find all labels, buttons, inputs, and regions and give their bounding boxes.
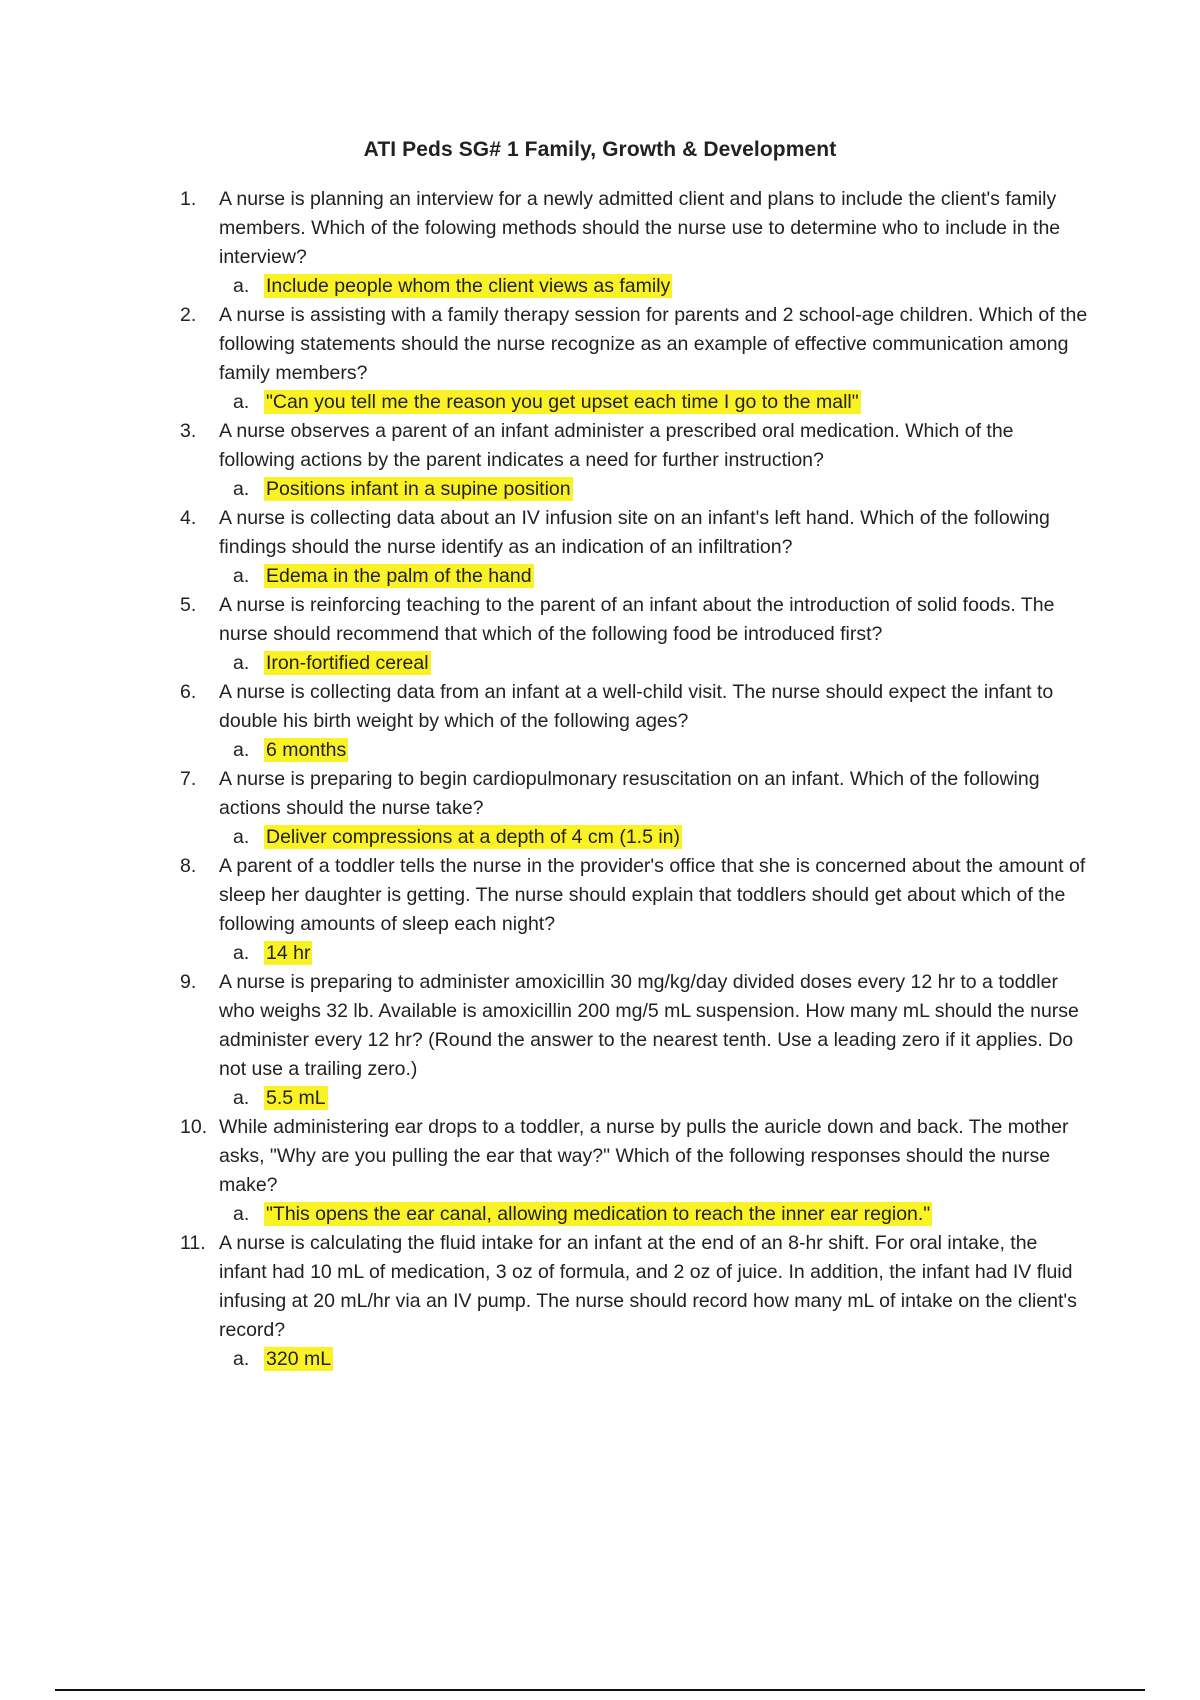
highlighted-answer: 320 mL — [266, 1348, 332, 1370]
question-item — [0, 591, 1200, 678]
answer-letter: a. — [233, 652, 250, 674]
question-item — [0, 1113, 1200, 1229]
answer-line — [189, 475, 1088, 504]
question-number: 1. — [180, 188, 197, 210]
question-number: 9. — [180, 971, 197, 993]
highlighted-answer: "This opens the ear canal, allowing medication to reach the inner ear region." — [266, 1203, 931, 1225]
answer-letter: a. — [233, 391, 250, 413]
question-number: 5. — [180, 594, 197, 616]
answer-letter: a. — [233, 942, 250, 964]
question-number: 4. — [180, 507, 197, 529]
question-item — [0, 301, 1200, 417]
question-number: 2. — [180, 304, 197, 326]
question-text: A nurse is preparing to begin cardiopulmonary resuscitation on an infant. Which of the following actions should the nurse take? — [219, 768, 1040, 819]
answer-line — [189, 1200, 1088, 1229]
answer-line — [189, 272, 1088, 301]
highlighted-answer: Edema in the palm of the hand — [266, 565, 532, 587]
question-item — [0, 185, 1200, 301]
answer-letter: a. — [233, 1348, 250, 1370]
question-text: A nurse is reinforcing teaching to the parent of an infant about the introduction of solid foods. The nurse should recommend that which of the following food be introduced first? — [219, 594, 1055, 645]
question-item — [0, 852, 1200, 968]
question-text: A nurse is collecting data from an infant at a well-child visit. The nurse should expect the infant to double his birth weight by which of the following ages? — [219, 681, 1054, 732]
highlighted-answer: Positions infant in a supine position — [266, 478, 571, 500]
question-text: A parent of a toddler tells the nurse in the provider's office that she is concerned about the amount of sleep her daughter is getting. The nurse should explain that toddlers should get about which of the following amounts of sleep each night? — [219, 855, 1086, 935]
question-text: A nurse is planning an interview for a newly admitted client and plans to include the client's family members. Which of the folowing methods should the nurse use to determine who to include in the interview? — [219, 188, 1061, 268]
footer-divider — [55, 1689, 1145, 1691]
question-number: 8. — [180, 855, 197, 877]
question-item — [0, 1229, 1200, 1374]
answer-letter: a. — [233, 275, 250, 297]
answer-line — [189, 736, 1088, 765]
highlighted-answer: Deliver compressions at a depth of 4 cm (1.5 in) — [266, 826, 681, 848]
question-text: A nurse is calculating the fluid intake for an infant at the end of an 8-hr shift. For oral intake, the infant had 10 mL of medication, 3 oz of formula, and 2 oz of juice. In addition, the infant had IV fluid infusing at 20 mL/hr via an IV pump. The nurse should record how many mL of intake on the client's record? — [219, 1232, 1077, 1341]
highlighted-answer: Include people whom the client views as family — [266, 275, 671, 297]
answer-line — [189, 823, 1088, 852]
question-item — [0, 678, 1200, 765]
question-number: 7. — [180, 768, 197, 790]
question-item — [0, 968, 1200, 1113]
question-text: A nurse is preparing to administer amoxicillin 30 mg/kg/day divided doses every 12 hr to a toddler who weighs 32 lb. Available is amoxicillin 200 mg/5 mL suspension. How many mL should the nurse administer every 12 hr? (Round the answer to the nearest tenth. Use a leading zero if it applies. Do not use a trailing zero.) — [219, 971, 1079, 1080]
highlighted-answer: 6 months — [266, 739, 347, 761]
document-title: ATI Peds SG# 1 Family, Growth & Development — [363, 138, 837, 161]
answer-letter: a. — [233, 565, 250, 587]
question-list — [0, 185, 1200, 1374]
question-number: 3. — [180, 420, 197, 442]
question-number: 10. — [180, 1116, 208, 1138]
highlighted-answer: 5.5 mL — [266, 1087, 326, 1109]
question-number: 11. — [180, 1232, 206, 1254]
answer-line — [189, 388, 1088, 417]
answer-line — [189, 939, 1088, 968]
answer-letter: a. — [233, 1203, 250, 1225]
highlighted-answer: Iron-fortified cereal — [266, 652, 429, 674]
question-number: 6. — [180, 681, 197, 703]
answer-letter: a. — [233, 739, 250, 761]
question-text: A nurse is collecting data about an IV infusion site on an infant's left hand. Which of the following findings should the nurse identify as an indication of an infiltration? — [219, 507, 1050, 558]
answer-line — [189, 649, 1088, 678]
answer-line — [189, 562, 1088, 591]
question-item — [0, 504, 1200, 591]
highlighted-answer: 14 hr — [266, 942, 311, 964]
answer-line — [189, 1084, 1088, 1113]
question-item — [0, 417, 1200, 504]
highlighted-answer: "Can you tell me the reason you get upset each time I go to the mall" — [266, 391, 859, 413]
answer-line — [189, 1345, 1088, 1374]
answer-letter: a. — [233, 478, 250, 500]
question-item — [0, 765, 1200, 852]
question-text: While administering ear drops to a toddler, a nurse by pulls the auricle down and back. The mother asks, "Why are you pulling the ear that way?" Which of the following responses should the nurse make? — [219, 1116, 1069, 1196]
question-text: A nurse is assisting with a family therapy session for parents and 2 school-age children. Which of the following statements should the nurse recognize as an example of effective communication among family members? — [219, 304, 1088, 384]
answer-letter: a. — [233, 1087, 250, 1109]
question-text: A nurse observes a parent of an infant administer a prescribed oral medication. Which of the following actions by the parent indicates a need for further instruction? — [219, 420, 1014, 471]
answer-letter: a. — [233, 826, 250, 848]
